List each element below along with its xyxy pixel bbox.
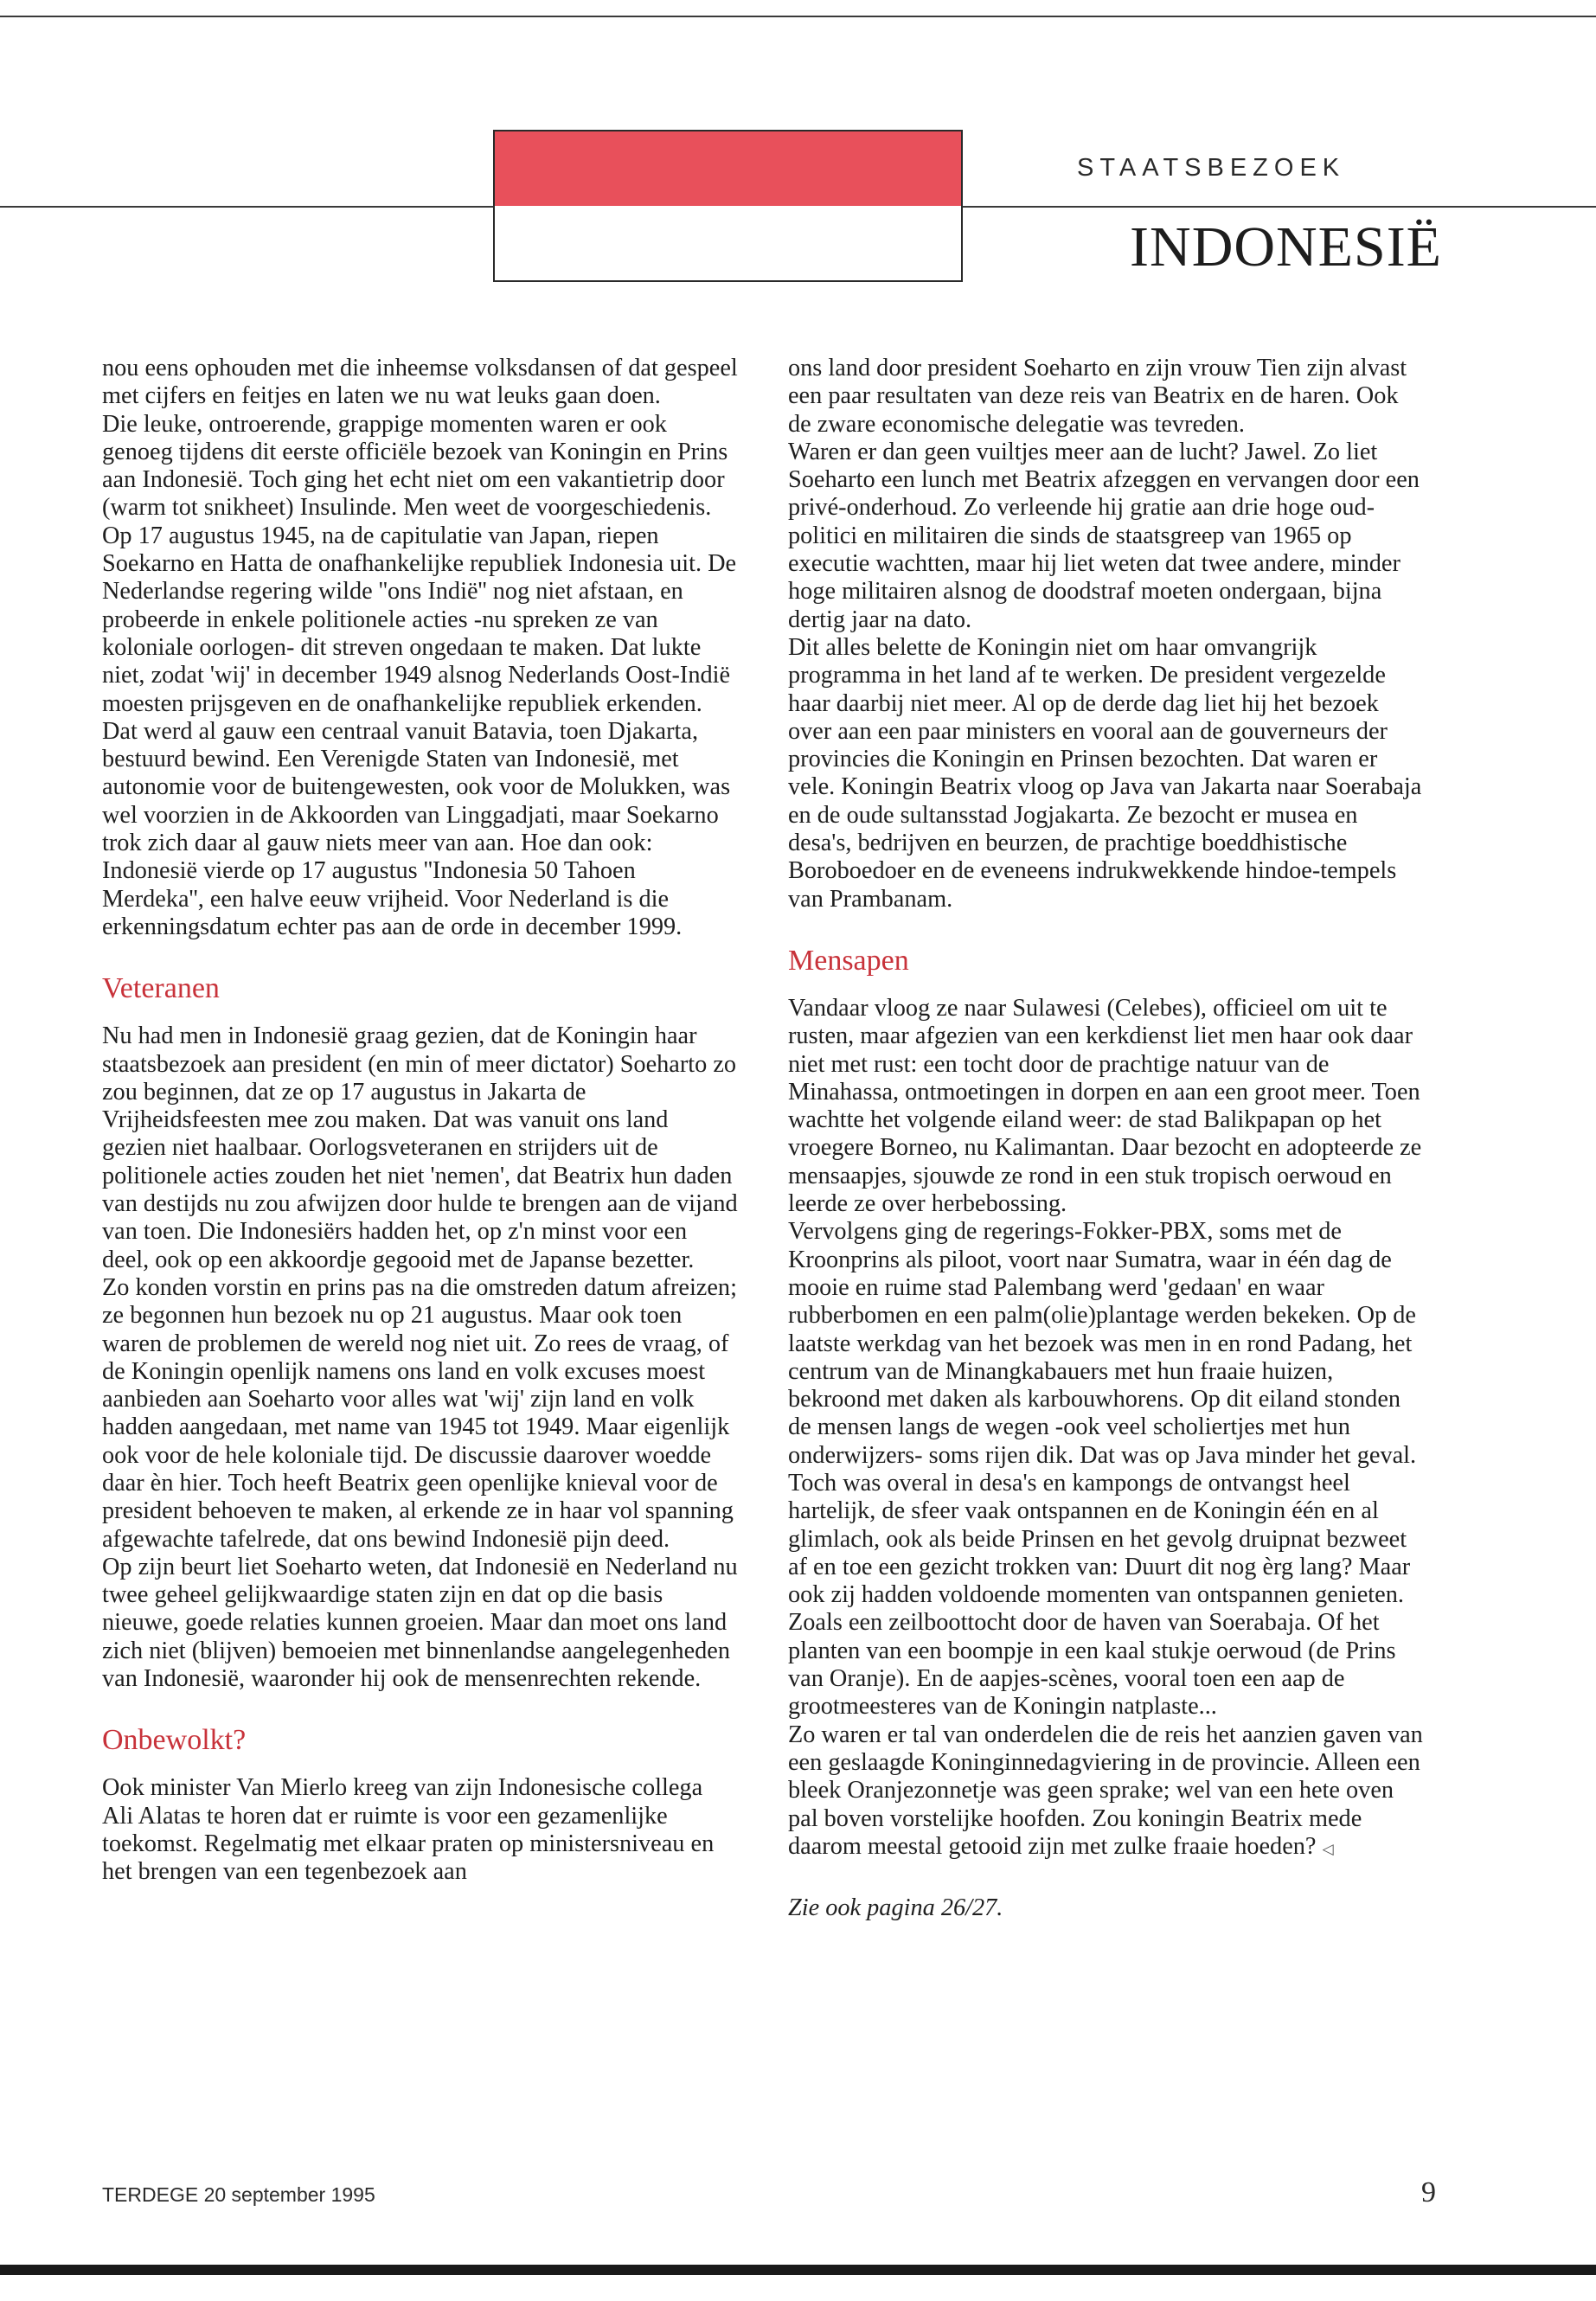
flag-graphic xyxy=(493,130,963,282)
paragraph: Vandaar vloog ze naar Sulawesi (Celebes), officieel om uit te rusten, maar afgezien van een kerkdienst liet men haar ook daar niet met rust: een tocht door de prachtige natuur van de Minahassa, ontmoetingen in dorpen en aan een groot meer. Toen wachtte het volgende eiland weer: de stad Balikpapan op het vroegere Borneo, nu Kalimantan. Daar bezocht en adopteerde ze mensaapjes, sjouwde ze rond in een stuk tropisch oerwoud en leerde ze over herbebossing. xyxy=(788,994,1422,1218)
publication-footer: TERDEGE 20 september 1995 xyxy=(102,2183,375,2206)
paragraph: Zo konden vorstin en prins pas na die omstreden datum afreizen; ze begonnen hun bezoek nu op 21 augustus. Maar ook toen waren de problemen de wereld nog niet uit. Zo rees de vraag, of de Koningin openlijk namens ons land en volk excuses moest aanbieden aan Soeharto voor alles wat 'wij' zijn land en volk hadden aangedaan, met name van 1945 tot 1949. Maar eigenlijk ook voor de hele koloniale tijd. De discussie daarover woedde daar èn hier. Toch heeft Beatrix geen openlijke knieval voor de president behoeven te maken, al erkende ze in haar vol spanning afgewachte tafelrede, dat ons bewind Indonesië pijn deed. xyxy=(102,1273,737,1553)
page-number: 9 xyxy=(1421,2176,1436,2208)
paragraph: Dat werd al gauw een centraal vanuit Batavia, toen Djakarta, bestuurd bewind. Een Verenigde Staten van Indonesië, met autonomie voor de buitengewesten, ook voor de Molukken, was wel voorzien in de Akkoorden van Linggadjati, maar Soekarno trok zich daar al gauw niets meer van aan. Hoe dan ook: Indonesië vierde op 17 augustus ''Indonesia 50 Tahoen Merdeka'', een halve eeuw vrijheid. Voor Nederland is die erkenningsdatum echter pas aan de orde in december 1999. xyxy=(102,717,731,940)
paragraph: Toch was overal in desa's en kampongs de ontvangst heel hartelijk, de sfeer vaak ontspannen en de Koningin één en al glimlach, ook als beide Prinsen en het gevolg druipnat bezweet af en toe een gezicht trokken van: Duurt dit nog èrg lang? Maar ook zij hadden voldoende momenten van ontspannen genieten. Zoals een zeilboottocht door de haven van Soerabaja. Of het planten van een boompje in een kaal stukje oerwoud (de Prins van Oranje). En de aapjes-scènes, vooral toen een aap de grootmeesteres van de Koningin natplaste... xyxy=(788,1469,1411,1721)
paragraph: Nu had men in Indonesië graag gezien, dat de Koningin haar staatsbezoek aan president (en min of meer dictator) Soeharto zo zou beginnen, dat ze op 17 augustus in Jakarta de Vrijheidsfeesten mee zou maken. Dat was vanuit ons land gezien niet haalbaar. Oorlogsveteranen en strijders uit de politionele acties zouden het niet 'nemen', dat Beatrix hun daden van destijds nu zou afwijzen door hulde te brengen aan de vijand van toen. Die Indonesiërs hadden het, op z'n minst voor een deel, ook op een akkoordje gegooid met de Japanse bezetter. xyxy=(102,1022,738,1273)
paragraph: Dit alles belette de Koningin niet om haar omvangrijk programma in het land af te werken. De president vergezelde haar daarbij niet meer. Al op de derde dag liet hij het bezoek over aan een paar ministers en vooral aan de gouverneurs der provincies die Koningin en Prinsen bezochten. Dat waren er vele. Koningin Beatrix vloog op Java van Jakarta naar Soerabaja en de oude sultansstad Jogjakarta. Ze bezocht er musea en desa's, bedrijven en beurzen, de prachtige boeddhistische Boroboedoer en de eveneens indrukwekkende hindoe-tempels van Prambanam. xyxy=(788,633,1422,913)
bottom-bar xyxy=(0,2265,1596,2275)
subheading-onbewolkt: Onbewolkt? xyxy=(102,1724,247,1757)
flag-red-band xyxy=(495,131,961,206)
subheading-veteranen: Veteranen xyxy=(102,972,220,1005)
page-title: INDONESIË xyxy=(1130,215,1442,279)
right-column xyxy=(788,355,1424,1922)
paragraph: Op zijn beurt liet Soeharto weten, dat Indonesië en Nederland nu twee geheel gelijkwaardige staten zijn en dat op die basis nieuwe, goede relaties kunnen groeien. Maar dan moet ons land zich niet (blijven) bemoeien met binnenlandse aangelegenheden van Indonesië, waaronder hij ook de mensenrechten rekende. xyxy=(102,1553,738,1693)
paragraph: Die leuke, ontroerende, grappige momenten waren er ook genoeg tijdens dit eerste officiële bezoek van Koningin en Prins aan Indonesië. Toch ging het echt niet om een vakantietrip door (warm tot snikheet) Insulinde. Men weet de voorgeschiedenis. Op 17 augustus 1945, na de capitulatie van Japan, riepen Soekarno en Hatta de onafhankelijke republiek Indonesia uit. De Nederlandse regering wilde ''ons Indië'' nog niet afstaan, en probeerde in enkele politionele acties -nu spreken ze van koloniale oorlogen- dit streven ongedaan te maken. Dat lukte niet, zodat 'wij' in december 1949 alsnog Nederlands Oost-Indië moesten prijsgeven en de onafhankelijke republiek erkenden. xyxy=(102,410,737,717)
end-mark-icon: ◁ xyxy=(1322,1840,1334,1857)
paragraph-text: Zo waren er tal van onderdelen die de reis het aanzien gaven van een geslaagde Koninginnedagviering in de provincie. Alleen een bleek Oranjezonnetje was geen sprake; wel van een hete oven pal boven vorstelijke hoofden. Zou koningin Beatrix mede daarom meestal getooid zijn met zulke fraaie hoeden? xyxy=(788,1721,1423,1860)
subheading-mensapen: Mensapen xyxy=(788,944,909,977)
left-column xyxy=(102,355,738,1887)
top-rule xyxy=(0,16,1596,17)
paragraph: Waren er dan geen vuiltjes meer aan de lucht? Jawel. Zo liet Soeharto een lunch met Beatrix afzeggen en vervangen door een privé-onderhoud. Zo verleende hij gratie aan drie hoge oud-politici en militairen die sinds de staatsgreep van 1965 op executie wachtten, maar hij liet weten dat twee andere, minder hoge militairen alsnog de doodstraf moeten ondergaan, bijna dertig jaar na dato. xyxy=(788,438,1420,633)
paragraph: Vervolgens ging de regerings-Fokker-PBX, soms met de Kroonprins als piloot, voort naar Sumatra, waar in één dag de mooie en ruime stad Palembang werd 'gedaan' en waar rubberbomen en een palm(olie)plantage werden bekeken. Op de laatste werkdag van het bezoek was men in en rond Padang, het centrum van de Minangkabauers met hun fraaie huizen, bekroond met daken als karbouwhorens. Op dit eiland stonden de mensen langs de wegen -ook veel scholiertjes met hun onderwijzers- soms rijen dik. Dat was op Java minder het geval. xyxy=(788,1218,1417,1469)
section-label: STAATSBEZOEK xyxy=(1077,154,1346,182)
paragraph: nou eens ophouden met die inheemse volksdansen of dat gespeel met cijfers en feitjes en laten we nu wat leuks gaan doen. xyxy=(102,355,738,410)
paragraph-last xyxy=(788,1721,1424,1863)
paragraph: Ook minister Van Mierlo kreeg van zijn Indonesische collega Ali Alatas te horen dat er ruimte is voor een gezamenlijke toekomst. Regelmatig met elkaar praten op ministersniveau en het brengen van een tegenbezoek aan xyxy=(102,1774,715,1886)
paragraph: ons land door president Soeharto en zijn vrouw Tien zijn alvast een paar resultaten van deze reis van Beatrix en de haren. Ook de zware economische delegatie was tevreden. xyxy=(788,355,1407,438)
page-reference: Zie ook pagina 26/27. xyxy=(788,1894,1003,1922)
